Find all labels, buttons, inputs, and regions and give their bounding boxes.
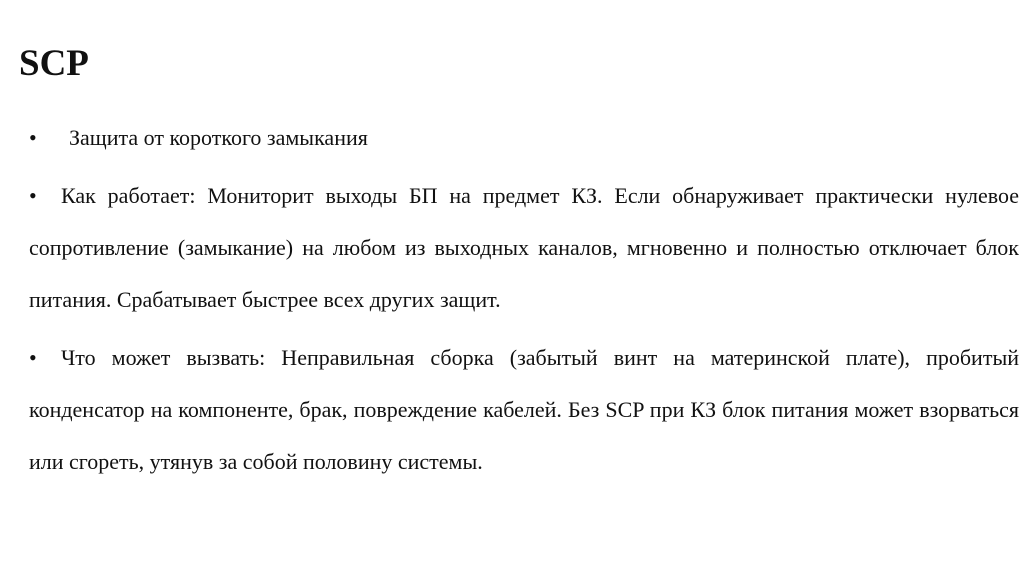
- bullet-marker: •: [29, 183, 37, 208]
- slide-title: SCP: [19, 43, 89, 84]
- bullet-marker: •: [29, 125, 37, 150]
- bullet-item-how-it-works: [29, 170, 1019, 326]
- bullet-marker: •: [29, 345, 37, 370]
- bullet-list: [29, 112, 1019, 488]
- bullet-text: Защита от короткого замыкания: [69, 125, 368, 150]
- bullet-item-scp-definition: [29, 112, 1019, 164]
- bullet-item-causes: [29, 332, 1019, 488]
- bullet-text: Что может вызвать: Неправильная сборка (забытый винт на материнской плате), пробитый конденсатор на компоненте, брак, повреждение кабелей. Без SCP при КЗ блок питания может взорваться или сгореть, утянув за собой половину системы.: [29, 345, 1019, 474]
- bullet-text: Как работает: Мониторит выходы БП на предмет КЗ. Если обнаруживает практически нулевое сопротивление (замыкание) на любом из выходных каналов, мгновенно и полностью отключает блок питания. Срабатывает быстрее всех других защит.: [29, 183, 1019, 312]
